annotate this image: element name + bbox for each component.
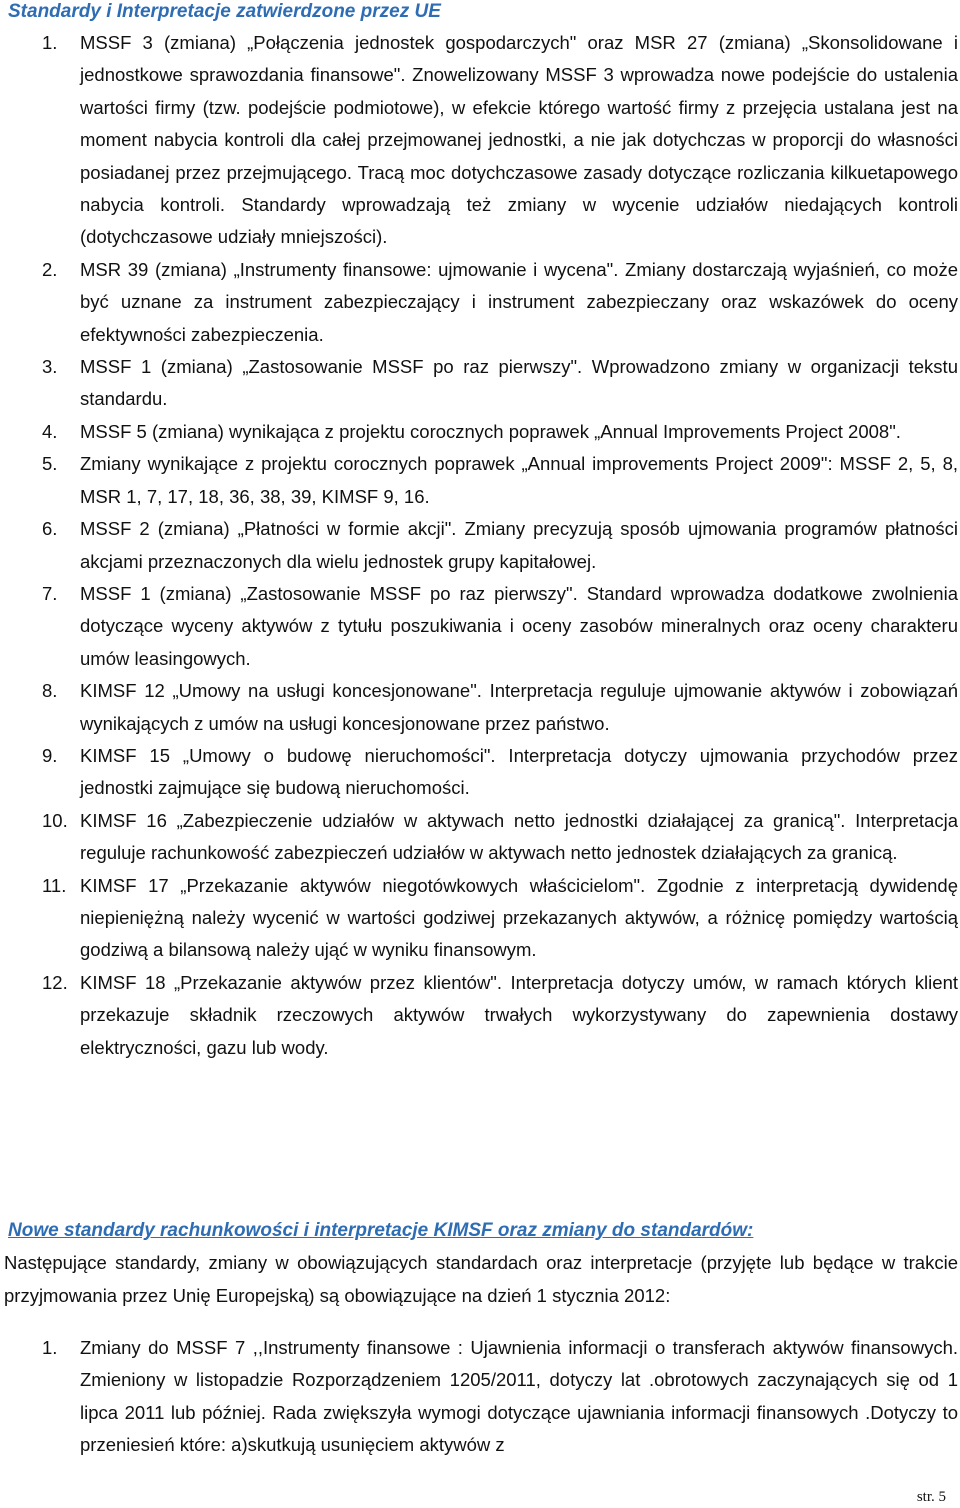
list-item-text: Zmiany do MSSF 7 ,,Instrumenty finansowe : Ujawnienia informacji o transferach aktywów finansowych. Zmieniony w listopadzie Rozporządzeniem 1205/2011, dotyczy lat .obrotowych zaczynających się od 1 lipca 2011 lub później. Rada zwiększyła wymogi dotyczące ujawniania informacji finansowych .Dotyczy to przeniesień które: a)skutkują usunięciem aktywów z (80, 1337, 958, 1456)
list-item (0, 967, 958, 1064)
intro-paragraph: Następujące standardy, zmiany w obowiązujących standardach oraz interpretacje (przyjęte lub będące w trakcie przyjmowania przez Unię Europejską) są obowiązujące na dzień 1 stycznia 2012: (4, 1252, 958, 1306)
new-standards-list (0, 1332, 958, 1462)
list-item (0, 1332, 958, 1462)
list-item-number: 8. (42, 680, 58, 702)
approved-standards-list (0, 27, 958, 1064)
list-item (0, 351, 958, 416)
section-heading-new-standards: Nowe standardy rachunkowości i interpretacje KIMSF oraz zmiany do standardów: (8, 1220, 754, 1241)
list-item-text: MSSF 3 (zmiana) „Połączenia jednostek gospodarczych" oraz MSR 27 (zmiana) „Skonsolidowane i jednostkowe sprawozdania finansowe". Znowelizowany MSSF 3 wprowadza nowe podejście do ustalenia wartości firmy (tzw. podejście podmiotowe), w efekcie którego wartość firmy z przejęcia ustalana jest na moment nabycia kontroli dla całej przejmowanej jednostki, a nie jak dotychczas w proporcji do własności posiadanej przez przejmującego. Tracą moc dotychczasowe zasady dotyczące rozliczania kilkuetapowego nabycia kontroli. Standardy wprowadzają też zmiany w wycenie udziałów niedających kontroli (dotychczasowe udziały mniejszości). (80, 32, 958, 248)
list-item-number: 11. (42, 874, 67, 896)
list-item-number: 1. (42, 32, 58, 53)
list-item-text: KIMSF 16 „Zabezpieczenie udziałów w aktywach netto jednostki działającej za granicą". Interpretacja reguluje rachunkowość zabezpieczeń udziałów w aktywach netto jednostek działających za granicą. (80, 809, 958, 864)
list-item-number: 3. (42, 356, 58, 378)
list-item-text: MSR 39 (zmiana) „Instrumenty finansowe: ujmowanie i wycena". Zmiany dostarczają wyjaśnień, co może być uznane za instrument zabezpieczający i instrument zabezpieczany oraz wskazówek do oceny efektywności zabezpieczenia. (80, 258, 958, 345)
list-item-number: 10. (42, 809, 68, 831)
list-item (0, 805, 958, 870)
list-item-number: 5. (42, 453, 58, 475)
list-item-text: Zmiany wynikające z projektu corocznych poprawek „Annual improvements Project 2009": MSSF 2, 5, 8, MSR 1, 7, 17, 18, 36, 38, 39, KIMSF 9, 16. (80, 453, 958, 507)
list-item-text: KIMSF 12 „Umowy na usługi koncesjonowane". Interpretacja reguluje ujmowanie aktywów i zobowiązań wynikających z umów na usługi koncesjonowane przez państwo. (80, 680, 958, 734)
list-item-number: 9. (42, 744, 58, 766)
list-item (0, 578, 958, 675)
list-item-text: KIMSF 15 „Umowy o budowę nieruchomości". Interpretacja dotyczy ujmowania przychodów przez jednostki zajmujące się budową nieruchomości. (80, 744, 958, 799)
list-item (0, 254, 958, 351)
list-item (0, 416, 958, 448)
list-item (0, 740, 958, 805)
list-item-text: MSSF 1 (zmiana) „Zastosowanie MSSF po raz pierwszy". Wprowadzono zmiany w organizacji tekstu standardu. (80, 356, 958, 410)
list-item-text: MSSF 1 (zmiana) „Zastosowanie MSSF po raz pierwszy". Standard wprowadza dodatkowe zwolnienia dotyczące wyceny aktywów z tytułu poszukiwania i oceny zasobów mineralnych oraz oceny charakteru umów leasingowych. (80, 582, 958, 669)
list-item (0, 870, 958, 967)
list-item-number: 1. (42, 1337, 58, 1358)
list-item-text: KIMSF 17 „Przekazanie aktywów niegotówkowych właścicielom". Zgodnie z interpretacją dywidendę niepieniężną należy wycenić w wartości godziwej przekazanych aktywów, a różnicę pomiędzy wartością godziwą a bilansową należy ująć w wyniku finansowym. (80, 874, 958, 961)
list-item-number: 2. (42, 258, 58, 280)
list-item (0, 27, 958, 254)
list-item (0, 513, 958, 578)
list-item-text: MSSF 2 (zmiana) „Płatności w formie akcji". Zmiany precyzują sposób ujmowania programów płatności akcjami przeznaczonych dla wielu jednostek grupy kapitałowej. (80, 518, 958, 572)
list-item (0, 448, 958, 513)
list-item-number: 7. (42, 582, 58, 604)
section-heading-approved-standards: Standardy i Interpretacje zatwierdzone przez UE (8, 1, 441, 22)
list-item (0, 675, 958, 740)
page-number: str. 5 (916, 1489, 946, 1505)
list-item-number: 6. (42, 518, 58, 540)
list-item-text: MSSF 5 (zmiana) wynikająca z projektu corocznych poprawek „Annual Improvements Project 2008". (80, 420, 901, 442)
list-item-number: 12. (42, 971, 68, 993)
list-item-number: 4. (42, 420, 58, 442)
list-item-text: KIMSF 18 „Przekazanie aktywów przez klientów". Interpretacja dotyczy umów, w ramach których klient przekazuje składnik rzeczowych aktywów trwałych wykorzystywany do zapewnienia dostawy elektryczności, gazu lub wody. (80, 971, 958, 1058)
